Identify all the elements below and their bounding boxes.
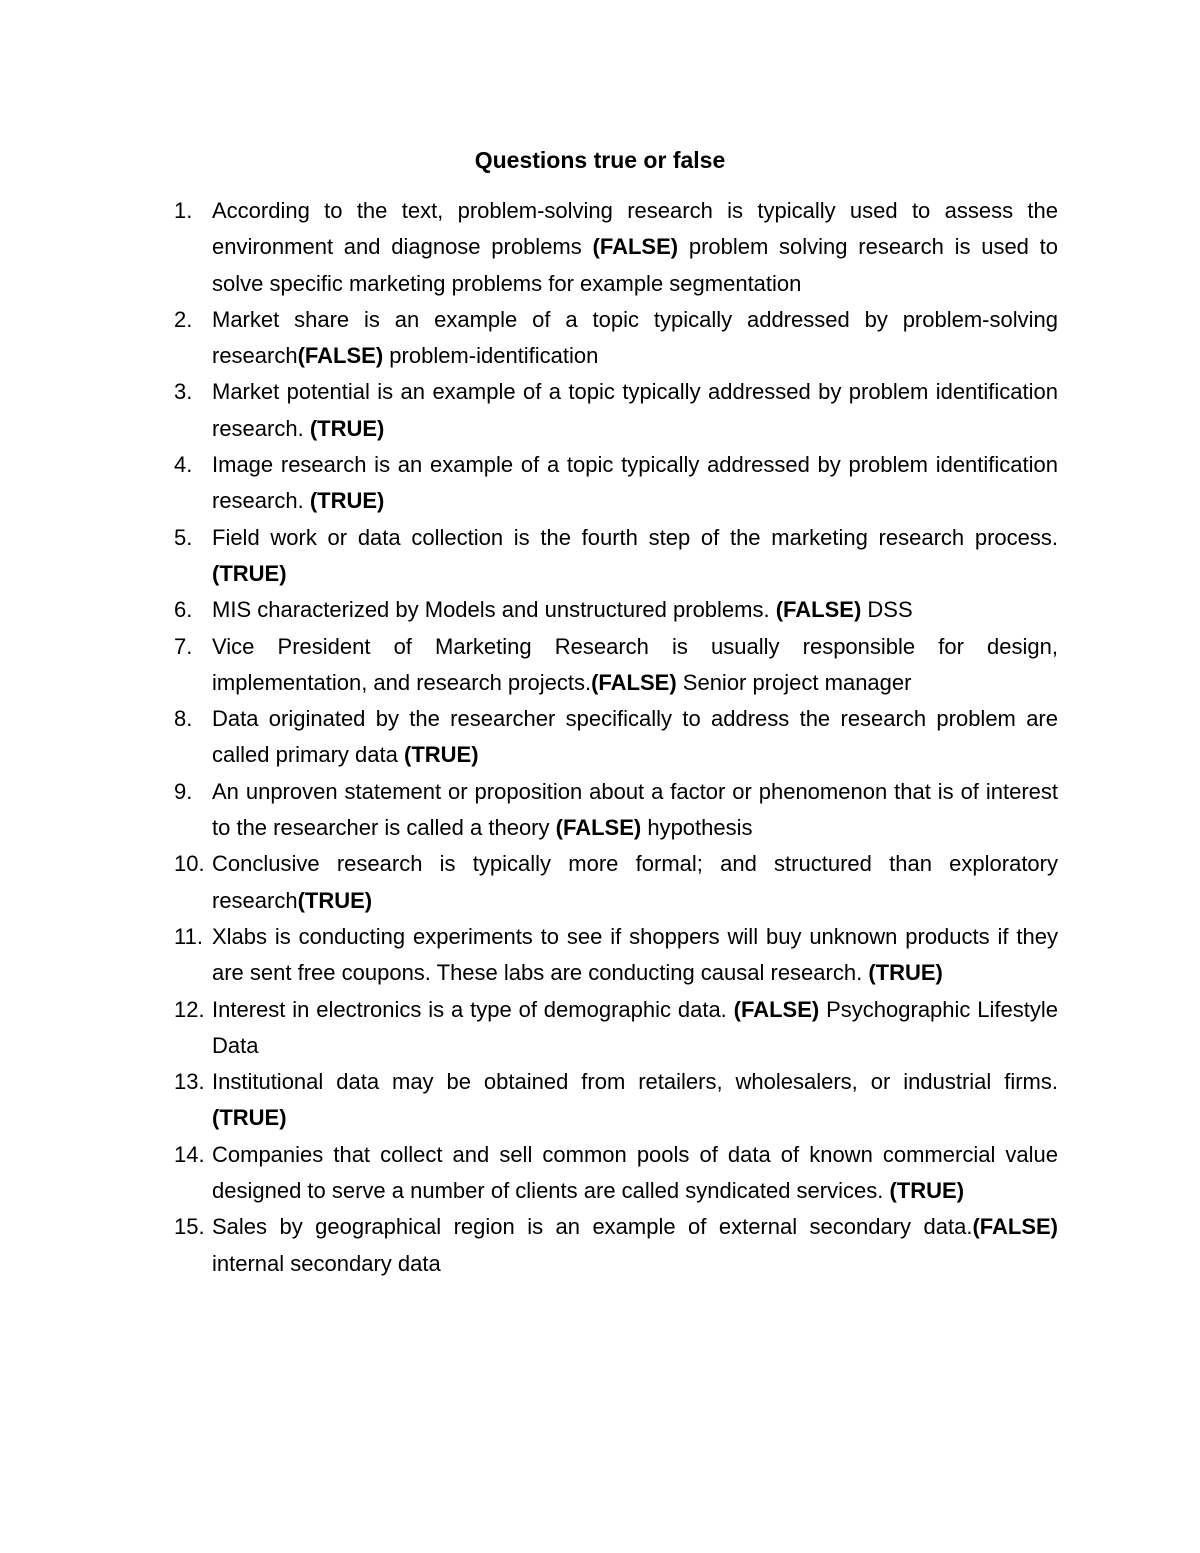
question-text: Market share is an example of a topic typically addressed by problem-solving research — [212, 306, 1058, 369]
answer-note: DSS — [867, 597, 913, 623]
question-number: 7. — [174, 633, 193, 659]
question-text: An unproven statement or proposition about a factor or phenomenon that is of interest to the researcher is called a theory — [212, 778, 1058, 841]
question-number: 8. — [174, 706, 193, 732]
answer-note: problem solving research is used to solve specific marketing problems for example segmentation — [212, 234, 1059, 296]
question-number: 6. — [174, 597, 193, 623]
question-text: Data originated by the researcher specifically to address the research problem are called primary data — [212, 706, 1058, 768]
question-item — [168, 1137, 1058, 1210]
answer-note: hypothesis — [647, 815, 753, 841]
answer-note: Senior project manager — [682, 669, 912, 695]
question-text: Sales by geographical region is an example of external secondary data. — [212, 1214, 973, 1240]
question-number: 4. — [174, 452, 193, 478]
question-list — [168, 193, 1058, 1282]
question-item — [168, 447, 1058, 520]
question-item — [168, 846, 1058, 919]
question-number: 10. — [174, 851, 205, 877]
question-number: 2. — [174, 306, 193, 332]
question-text: Institutional data may be obtained from retailers, wholesalers, or industrial firms. — [212, 1069, 1058, 1095]
answer-label: (FALSE) — [555, 815, 642, 841]
question-item — [168, 701, 1058, 774]
question-number: 3. — [174, 379, 193, 405]
answer-label: (TRUE) — [309, 415, 385, 441]
question-item — [168, 302, 1058, 375]
question-number: 12. — [174, 996, 205, 1022]
question-item — [168, 629, 1058, 702]
document-title: Questions true or false — [474, 147, 726, 173]
question-number: 14. — [174, 1141, 205, 1167]
answer-label: (FALSE) — [591, 669, 677, 695]
answer-label: (FALSE) — [775, 597, 862, 623]
question-item — [168, 1209, 1058, 1282]
question-number: 9. — [174, 778, 193, 804]
answer-label: (TRUE) — [404, 742, 479, 768]
question-item — [168, 520, 1058, 593]
answer-label: (TRUE) — [212, 560, 287, 586]
question-text: MIS characterized by Models and unstructured problems. — [212, 597, 770, 623]
question-item — [168, 919, 1058, 992]
question-item — [168, 374, 1058, 447]
answer-label: (TRUE) — [297, 887, 373, 913]
question-number: 15. — [174, 1214, 205, 1240]
answer-label: (TRUE) — [868, 960, 943, 986]
answer-label: (TRUE) — [889, 1178, 965, 1204]
answer-label: (FALSE) — [297, 343, 384, 369]
answer-note: Psychographic Lifestyle Data — [212, 996, 1058, 1058]
question-text: According to the text, problem-solving research is typically used to assess the environment and diagnose problems — [212, 198, 1058, 260]
question-item — [168, 1064, 1058, 1137]
question-number: 1. — [174, 198, 193, 223]
question-text: Vice President of Marketing Research is usually responsible for design, implementation, and research projects. — [212, 633, 1058, 695]
question-item — [168, 193, 1058, 302]
answer-label: (TRUE) — [212, 1105, 287, 1131]
question-item — [168, 592, 1058, 628]
question-text: Conclusive research is typically more formal; and structured than exploratory research — [212, 851, 1058, 913]
answer-label: (FALSE) — [972, 1214, 1058, 1240]
question-text: Market potential is an example of a topic typically addressed by problem identification research. — [212, 379, 1058, 441]
answer-label: (TRUE) — [309, 488, 385, 514]
question-text: Field work or data collection is the fourth step of the marketing research process. — [212, 524, 1058, 550]
answer-note: internal secondary data — [212, 1250, 441, 1276]
question-number: 5. — [174, 524, 193, 550]
answer-note: problem-identification — [389, 343, 599, 369]
question-number: 11. — [174, 923, 203, 949]
answer-label: (FALSE) — [592, 234, 679, 260]
question-item — [168, 992, 1058, 1065]
question-text: Xlabs is conducting experiments to see if shoppers will buy unknown products if they are sent free coupons. These labs are conducting causal research. — [212, 923, 1058, 986]
question-text: Image research is an example of a topic typically addressed by problem identification research. — [212, 452, 1058, 514]
question-number: 13. — [174, 1069, 205, 1095]
answer-label: (FALSE) — [733, 996, 820, 1022]
question-text: Companies that collect and sell common pools of data of known commercial value designed to serve a number of clients are called syndicated services. — [212, 1141, 1058, 1204]
question-item — [168, 774, 1058, 847]
question-text: Interest in electronics is a type of demographic data. — [212, 996, 727, 1022]
